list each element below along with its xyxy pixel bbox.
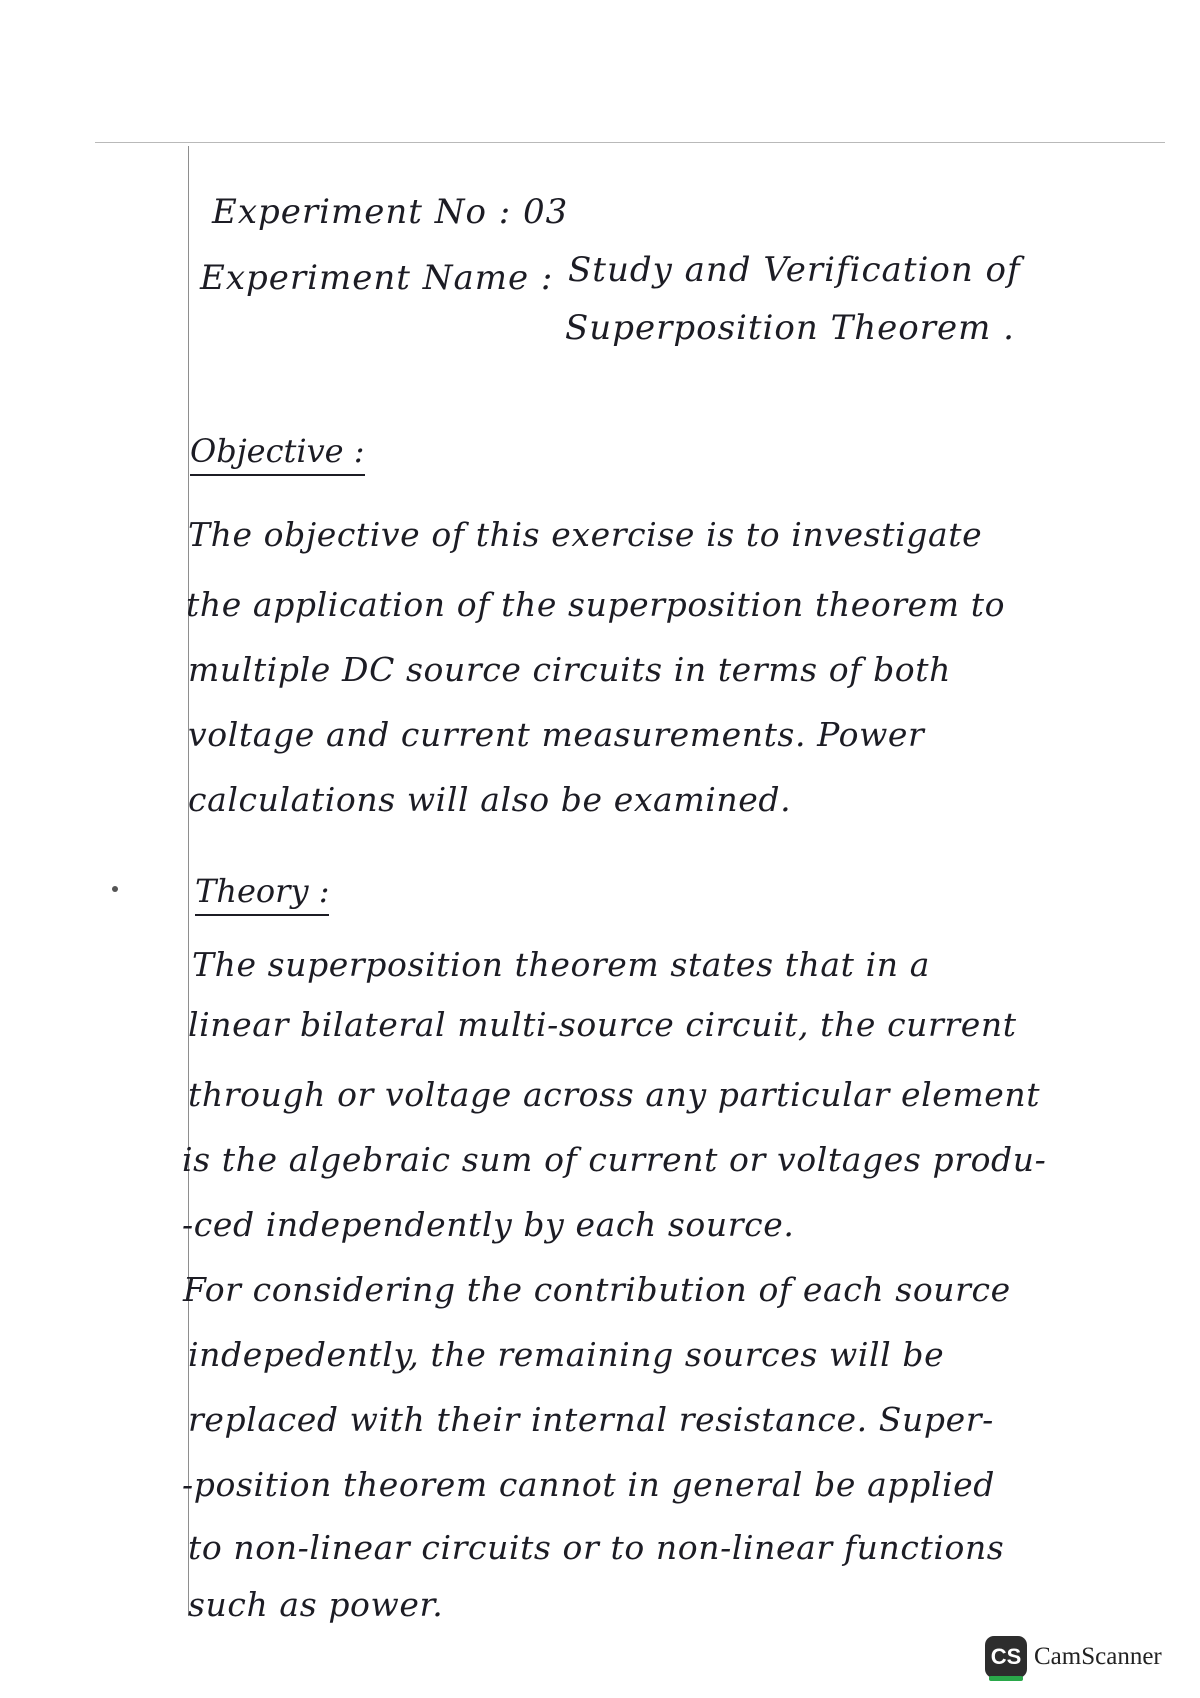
camscanner-logo — [985, 1635, 1162, 1679]
theory-line: linear bilateral multi-source circuit, the current — [188, 1005, 1017, 1044]
theory-line: The superposition theorem states that in a — [192, 945, 931, 984]
experiment-name-line2: Superposition Theorem . — [565, 308, 1015, 348]
theory-line: through or voltage across any particular element — [188, 1075, 1041, 1114]
theory-line: such as power. — [188, 1585, 444, 1624]
theory-line: is the algebraic sum of current or voltages produ- — [182, 1140, 1047, 1179]
theory-line: -position theorem cannot in general be applied — [182, 1465, 995, 1504]
theory-heading: Theory : — [195, 872, 329, 916]
camscanner-badge-icon: CS — [985, 1636, 1027, 1678]
theory-line: indepedently, the remaining sources will be — [188, 1335, 945, 1374]
camscanner-brand: CamScanner — [1034, 1643, 1162, 1670]
objective-line: The objective of this exercise is to investigate — [188, 515, 983, 554]
objective-line: the application of the superposition theorem to — [186, 585, 1006, 624]
theory-line: -ced independently by each source. — [182, 1205, 795, 1244]
experiment-name-label: Experiment Name : — [200, 258, 554, 298]
theory-line: replaced with their internal resistance. Super- — [188, 1400, 994, 1439]
theory-line: For considering the contribution of each source — [183, 1270, 1011, 1309]
experiment-number: Experiment No : 03 — [212, 192, 569, 232]
theory-line: to non-linear circuits or to non-linear functions — [188, 1528, 1005, 1567]
page-top-rule — [95, 142, 1165, 143]
experiment-name-line1: Study and Verification of — [568, 250, 1021, 290]
objective-line: calculations will also be examined. — [188, 780, 792, 819]
margin-line — [188, 146, 189, 1616]
page-speck — [112, 886, 118, 892]
objective-heading: Objective : — [190, 432, 365, 476]
objective-line: multiple DC source circuits in terms of both — [188, 650, 951, 689]
objective-line: voltage and current measurements. Power — [188, 715, 925, 754]
